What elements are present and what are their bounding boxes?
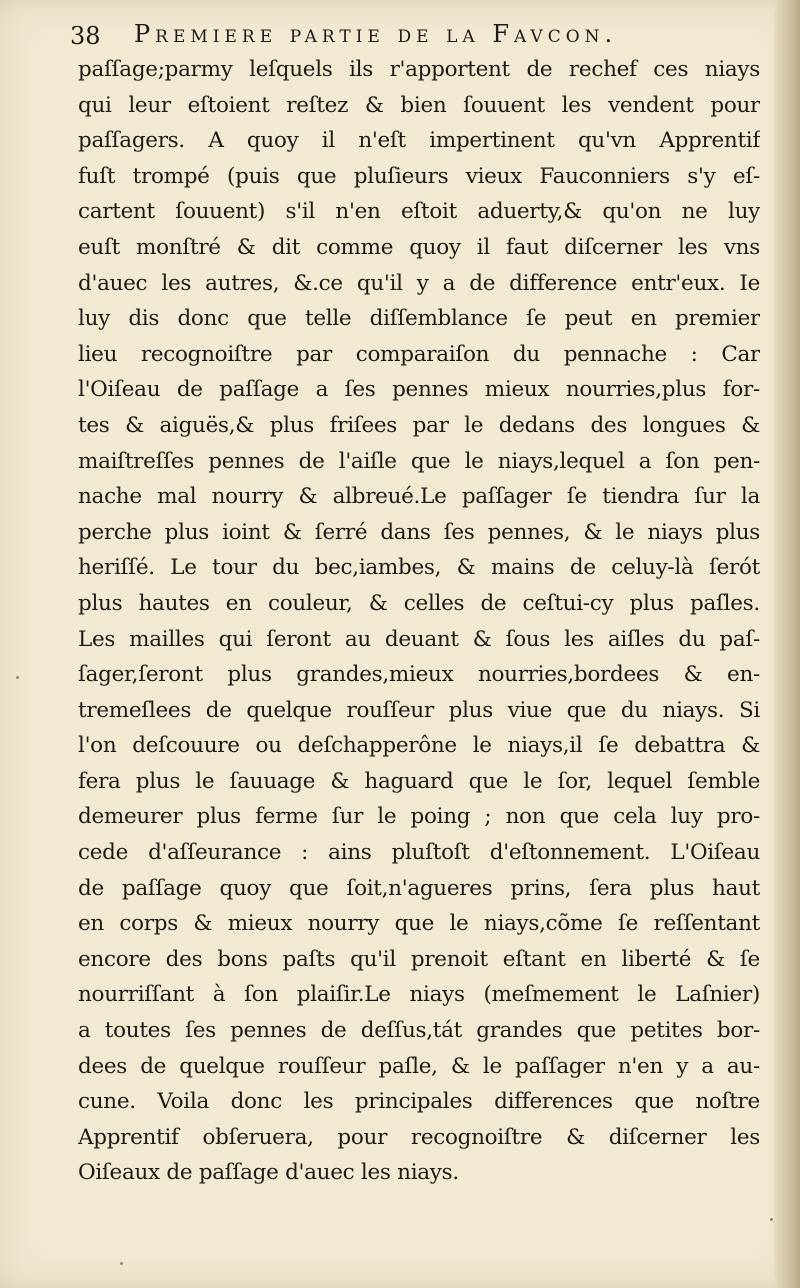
text-line: demeurer plus ferme ſur le poing ; non que cela luy pro- (78, 804, 760, 830)
text-line: perche plus ioint & ſerré dans ſes pennes, & le niays plus (78, 519, 760, 545)
text-line: en corps & mieux nourry que le niays,cõme ſe reſſentant (78, 911, 760, 937)
page-header (70, 20, 760, 52)
text-line: Oiſeaux de paſſage d'auec les niays. (78, 1160, 459, 1186)
text-line: dees de quelque rouſſeur paſle, & le paſſager n'en y a au- (78, 1053, 760, 1079)
text-line: fera plus le ſauuage & haguard que le ſor, lequel ſemble (78, 768, 760, 794)
text-line: ſager,ſeront plus grandes,mieux nourries,bordees & en- (78, 662, 760, 688)
text-line: fuſt trompé (puis que pluſieurs vieux Fauconniers s'y eſ- (78, 163, 760, 189)
text-line: a toutes ſes pennes de deſſus,tát grandes que petites bor- (78, 1018, 760, 1044)
text-line: paſſage;parmy leſquels ils r'apportent de rechef ces niays (78, 57, 760, 82)
text-line: l'on deſcouure ou deſchapperône le niays,il ſe debattra & (78, 733, 760, 759)
text-line: cune. Voila donc les principales differences que noſtre (78, 1089, 760, 1115)
text-line: heriſſé. Le tour du bec,iambes, & mains de celuy-là ſerót (78, 555, 760, 581)
text-line: de paſſage quoy que ſoit,n'agueres prins, ſera plus haut (78, 875, 760, 901)
text-line: Les mailles qui ſeront au deuant & ſous les aiſles du paſ- (78, 626, 760, 652)
running-title: Premiere partie de la Favcon. (134, 20, 618, 48)
paper-speck (120, 1262, 123, 1265)
text-line: encore des bons paſts qu'il prenoit eſtant en liberté & ſe (78, 946, 760, 972)
text-line: maiſtreſſes pennes de l'aiſle que le niays,lequel a ſon pen- (78, 448, 760, 474)
body-text (78, 52, 760, 1191)
text-line: euſt monſtré & dit comme quoy il faut diſcerner les vns (78, 234, 760, 260)
text-line: cede d'aſſeurance : ains pluſtoſt d'eſtonnement. L'Oiſeau (78, 840, 760, 866)
text-line: nache mal nourry & albreué.Le paſſager ſe tiendra ſur la (78, 484, 760, 510)
text-line: tes & aiguës,& plus friſees par le dedans des longues & (78, 412, 760, 438)
page-edge (774, 0, 800, 1288)
text-line: l'Oiſeau de paſſage a ſes pennes mieux nourries,plus for- (78, 377, 760, 403)
text-line: Apprentif obſeruera, pour recognoiſtre & diſcerner les (78, 1124, 760, 1150)
text-line: qui leur eſtoient reſtez & bien ſouuent les vendent pour (78, 92, 760, 118)
text-line: nourriſſant à ſon plaiſir.Le niays (meſmement le Laſnier) (78, 982, 760, 1008)
text-line: paſſagers. A quoy il n'eſt impertinent qu'vn Apprentif (78, 128, 760, 154)
text-line: plus hautes en couleur, & celles de ceſtui-cy plus paſles. (78, 590, 760, 616)
text-line: tremeſlees de quelque rouſſeur plus viue que du niays. Si (78, 697, 760, 723)
text-line: cartent ſouuent) s'il n'en eſtoit aduerty,& qu'on ne luy (78, 199, 760, 225)
text-line: luy dis donc que telle diſſemblance ſe peut en premier (78, 306, 760, 332)
paper-speck (770, 1218, 773, 1221)
paper-speck (16, 676, 19, 679)
page-number: 38 (70, 22, 101, 50)
text-line: lieu recognoiſtre par comparaiſon du pennache : Car (78, 341, 760, 367)
text-line: d'auec les autres, &.ce qu'il y a de difference entr'eux. Ie (78, 270, 760, 296)
